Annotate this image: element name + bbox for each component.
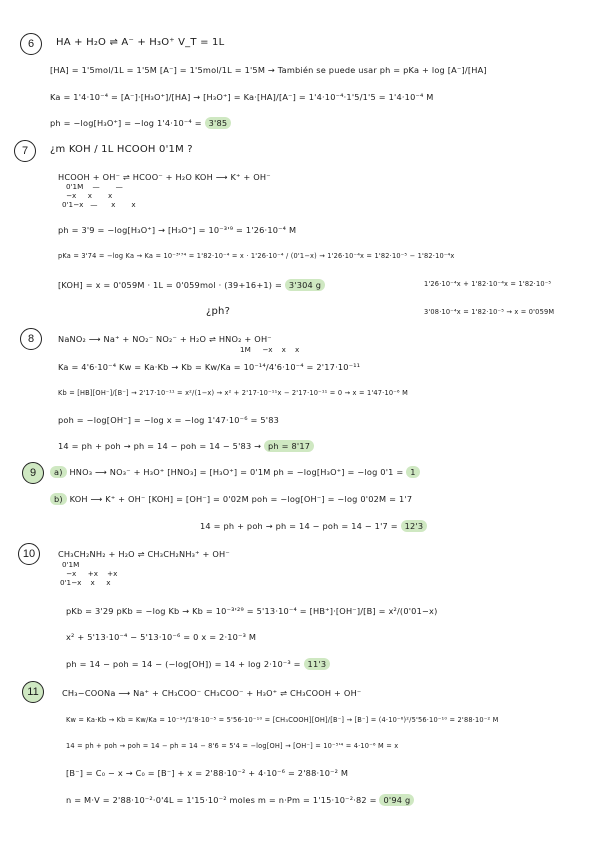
equation-line: Kb = [HB][OH⁻]/[B⁻] → 2'17·10⁻¹¹ = x²/(1−x) → x² + 2'17·10⁻¹¹x − 2'17·10⁻¹¹ = 0 → x = 1'47·10⁻⁶ M	[58, 389, 408, 397]
equation-line: 14 = ph + poh → poh = 14 − ph = 14 − 8'6 = 5'4 = −log[OH] → [OH⁻] = 10⁻⁵'⁴ = 4·10⁻⁶ M = x	[66, 742, 399, 750]
equation-text: KOH ⟶ K⁺ + OH⁻ [KOH] = [OH⁻] = 0'02M poh = −log[OH⁻] = −log 0'02M = 1'7	[69, 494, 413, 504]
ice-row: −x x x	[66, 191, 113, 200]
problem-number: 9	[22, 462, 44, 484]
equation-line	[50, 118, 231, 128]
equation-line: [B⁻] = C₀ − x → C₀ = [B⁻] + x = 2'88·10⁻² + 4·10⁻⁶ = 2'88·10⁻² M	[66, 768, 349, 778]
problem-number: 7	[14, 140, 36, 162]
ice-row: 0'1M	[62, 560, 80, 569]
result-highlight: 12'3	[401, 520, 428, 532]
result-highlight: 1	[406, 466, 419, 478]
result-highlight: 3'304 g	[285, 279, 325, 291]
side-calc: 1'26·10⁻⁴x + 1'82·10⁻⁴x = 1'82·10⁻⁵	[424, 280, 552, 288]
equation-text: ph = 14 − poh = 14 − (−log[OH]) = 14 + log 2·10⁻³ =	[66, 659, 301, 669]
equation-line	[66, 795, 414, 805]
equation-line: Kw = Ka·Kb → Kb = Kw/Ka = 10⁻¹⁴/1'8·10⁻⁵ = 5'56·10⁻¹⁰ = [CH₃COOH][OH]/[B⁻] → [B⁻] = (4·10⁻⁶)²/5'56·10⁻¹⁰ = 2'88·10⁻² M	[66, 716, 499, 724]
result-highlight: 0'94 g	[379, 794, 414, 806]
equation-text: 14 = ph + poh → ph = 14 − poh = 14 − 1'7 =	[200, 521, 398, 531]
equation-line	[200, 521, 427, 531]
question-line: ¿m KOH / 1L HCOOH 0'1M ?	[50, 144, 193, 155]
ice-row: 0'1M — —	[66, 182, 123, 191]
result-highlight: 3'85	[205, 117, 232, 129]
equation-line: pKa = 3'74 = −log Ka → Ka = 10⁻³'⁷⁴ = 1'82·10⁻⁴ = x · 1'26·10⁻⁴ / (0'1−x) → 1'26·10⁻⁴x = 1'82·10⁻⁵ − 1'82·10⁻⁴x	[58, 252, 455, 260]
equation-text: ph = −log[H₃O⁺] = −log 1'4·10⁻⁴ =	[50, 118, 202, 128]
equation-text: n = M·V = 2'88·10⁻²·0'4L = 1'15·10⁻² moles m = n·Pm = 1'15·10⁻²·82 =	[66, 795, 377, 805]
equation-text: HNO₃ ⟶ NO₃⁻ + H₃O⁺ [HNO₃] = [H₃O⁺] = 0'1M ph = −log[H₃O⁺] = −log 0'1 =	[69, 467, 404, 477]
equation-line: Ka = 4'6·10⁻⁴ Kw = Ka·Kb → Kb = Kw/Ka = 10⁻¹⁴/4'6·10⁻⁴ = 2'17·10⁻¹¹	[58, 362, 361, 372]
equation-line	[58, 441, 314, 451]
part-label: a)	[50, 466, 67, 478]
equation-line: ph = 3'9 = −log[H₃O⁺] → [H₃O⁺] = 10⁻³'⁹ = 1'26·10⁻⁴ M	[58, 225, 297, 235]
side-calc: 3'08·10⁻⁴x = 1'82·10⁻⁵ → x = 0'059M	[424, 308, 555, 316]
equation-line: HCOOH + OH⁻ ⇌ HCOO⁻ + H₂O KOH ⟶ K⁺ + OH⁻	[58, 172, 271, 182]
equation-line	[50, 467, 420, 477]
equation-line: HA + H₂O ⇌ A⁻ + H₃O⁺ V_T = 1L	[56, 37, 225, 48]
equation-text: 14 = ph + poh → ph = 14 − poh = 14 − 5'83 →	[58, 441, 262, 451]
problem-number: 8	[20, 328, 42, 350]
problem-number: 6	[20, 33, 42, 55]
result-highlight: 11'3	[304, 658, 331, 670]
equation-line	[66, 659, 330, 669]
equation-line: x² + 5'13·10⁻⁴ − 5'13·10⁻⁶ = 0 x = 2·10⁻³ M	[66, 632, 257, 642]
equation-line: poh = −log[OH⁻] = −log x = −log 1'47·10⁻⁶ = 5'83	[58, 415, 280, 425]
part-label: b)	[50, 493, 67, 505]
equation-line	[58, 280, 325, 290]
problem-number: 10	[18, 543, 40, 565]
question-line: ¿ph?	[206, 306, 231, 317]
ice-row: 0'1−x x x	[60, 578, 111, 587]
result-highlight: ph = 8'17	[264, 440, 314, 452]
equation-text: [KOH] = x = 0'059M · 1L = 0'059mol · (39+16+1) =	[58, 280, 283, 290]
ice-row: −x +x +x	[66, 569, 118, 578]
equation-line: NaNO₂ ⟶ Na⁺ + NO₂⁻ NO₂⁻ + H₂O ⇌ HNO₂ + OH⁻	[58, 334, 272, 344]
ice-row: 0'1−x — x x	[62, 200, 136, 209]
equation-line	[50, 494, 412, 504]
equation-line: Ka = 1'4·10⁻⁴ = [A⁻]·[H₃O⁺]/[HA] → [H₃O⁺] = Ka·[HA]/[A⁻] = 1'4·10⁻⁴·1'5/1'5 = 1'4·10⁻⁴ M	[50, 92, 434, 102]
equation-line: CH₃CH₂NH₂ + H₂O ⇌ CH₃CH₂NH₃⁺ + OH⁻	[58, 549, 230, 559]
equation-line: CH₃−COONa ⟶ Na⁺ + CH₃COO⁻ CH₃COO⁻ + H₃O⁺ ⇌ CH₃COOH + OH⁻	[62, 688, 362, 698]
equation-line: pKb = 3'29 pKb = −log Kb → Kb = 10⁻³'²⁹ = 5'13·10⁻⁴ = [HB⁺]·[OH⁻]/[B] = x²/(0'01−x)	[66, 606, 438, 616]
problem-number: 11	[22, 681, 44, 703]
equation-line: [HA] = 1'5mol/1L = 1'5M [A⁻] = 1'5mol/1L = 1'5M → También se puede usar ph = pKa + log [A⁻]/[HA]	[50, 65, 487, 75]
ice-row: 1M −x x x	[240, 345, 300, 354]
